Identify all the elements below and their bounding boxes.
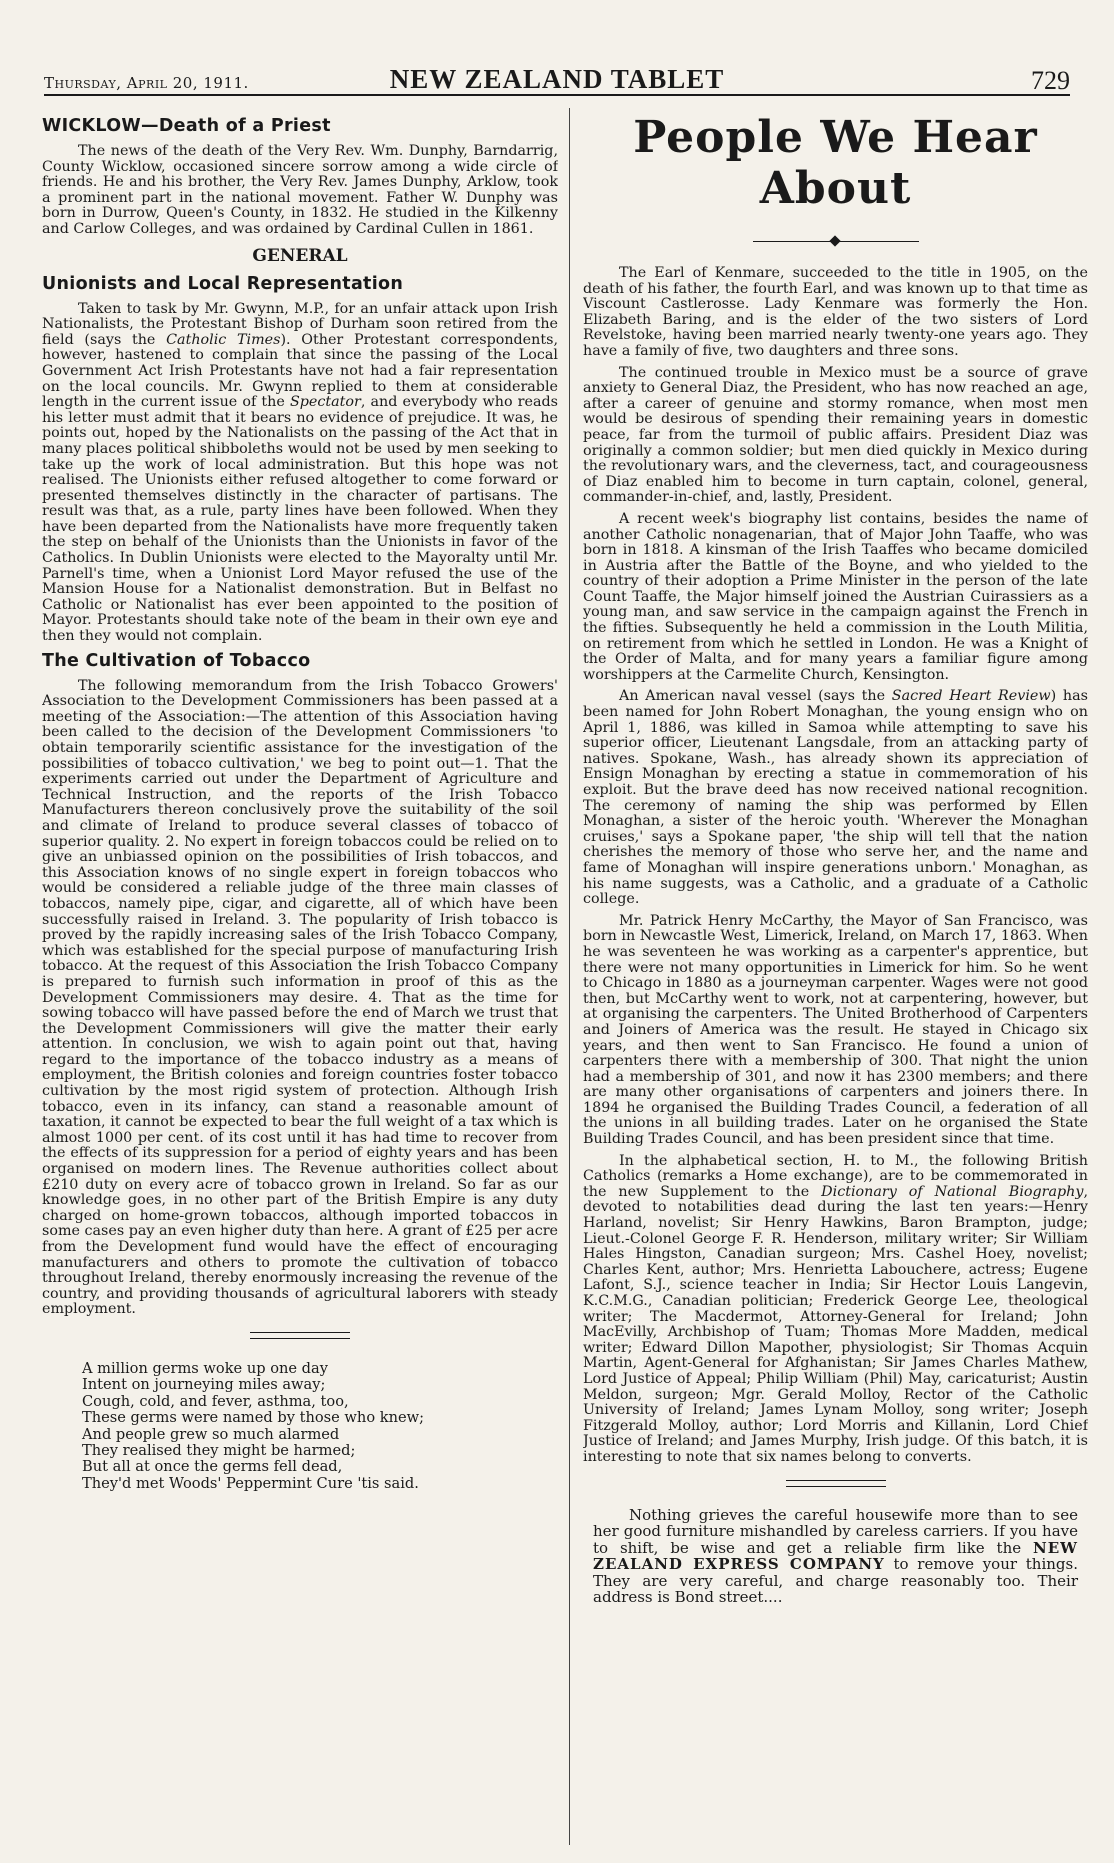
poem-line: They realised they might be harmed; bbox=[82, 1442, 356, 1459]
taaffe-paragraph: A recent week's biography list contains, besides the name of another Catholic nonagenarian, that of Major John Taaffe, who was born in 1818. A kinsman of the Irish Taaffes who became domiciled in Austria after the Battle of the Boyne, and who yielded to the country of their adoption a Prime Minister in the person of the late Count Taaffe, the Major himself joined the Austrian Cuirassiers as a young man, and saw service in the campaign against the French in the fifties. Subsequently he held a commission in the Louth Militia, on retirement from which he settled in London. He was a Knight of the Order of Malta, and for many years a familiar figure among worshippers at the Carmelite Church, Kensington. bbox=[583, 510, 1088, 683]
poem-line: They'd met Woods' Peppermint Cure 'tis said. bbox=[82, 1474, 419, 1492]
tobacco-paragraph: The following memorandum from the Irish Tobacco Growers' Association to the Development Commissioners has been passed at a meeting of the Association:—The attention of this Association having been called to the decision of the Development Commissioners 'to obtain temporarily scientific assistance for the investigation of the possibilities of tobacco cultivation,' we beg to point out—1. That the experiments carried out under the Department of Agriculture and Technical Instruction, and the reports of the Irish Tobacco Manufacturers thereon conclusively prove the suitability of the soil and climate of Ireland to produce several classes of tobacco of superior quality. 2. No expert in foreign tobaccos could be relied on to give an unbiassed opinion on the possibilities of Irish tobaccos, and this Association knows of no single expert in foreign tobaccos who would be considered a reliable judge of the three main classes of tobaccos, namely pipe, cigar, and cigarette, all of which have been successfully raised in Ireland. 3. The popularity of Irish tobacco is proved by the rapidly increasing sales of the Irish Tobacco Company, which was established for the special purpose of manufacturing Irish tobacco. At the request of this Association the Irish Tobacco Company is prepared to furnish such information in proof of this as the Development Commissioners may desire. 4. That as the time for sowing tobacco will have passed before the end of March we trust that the Development Commissioners will give the matter their early attention. In conclusion, we wish to again point out that, having regard to the importance of the tobacco industry as a means of employment, the British colonies and foreign countries foster tobacco cultivation by the most rigid system of protection. Although Irish tobacco, even in its infancy, can stand a reasonable amount of taxation, it cannot be expected to bear the full weight of a tax which is almost 1000 per cent. of its cost until it has had time to recover from the effects of its suppression for a period of eighty years and has been organised on modern lines. The Revenue authorities collect about £210 duty on every acre of tobacco grown in Ireland. So far as our knowledge goes, in no other part of the British Empire is any duty charged on home-grown tobaccos, although imported tobaccos in some cases pay an even higher duty than here. A grant of £25 per acre from the Development fund would have the effect of encouraging manufacturers and others to promote the cultivation of tobacco throughout Ireland, thereby enormously increasing the revenue of the country, and providing thousands of agricultural laborers with steady employment. bbox=[42, 677, 558, 1318]
poem-line: And people grew so much alarmed bbox=[82, 1425, 340, 1443]
company-name: NEW ZEALAND EXPRESS COMPANY bbox=[593, 1538, 1078, 1574]
unionists-heading: Unionists and Local Representation bbox=[42, 273, 404, 294]
section-rule bbox=[786, 1480, 886, 1487]
diamond-ornament-icon bbox=[829, 235, 840, 246]
poem-line: Cough, cold, and fever, asthma, too, bbox=[82, 1392, 349, 1410]
publication-name: Sacred Heart Review bbox=[891, 688, 1051, 705]
people-we-hear-about-title: People We Hear About bbox=[633, 112, 1038, 214]
general-heading: GENERAL bbox=[252, 245, 348, 266]
publication-name: Catholic Times bbox=[166, 331, 281, 348]
publication-name: Spectator bbox=[289, 394, 361, 411]
issue-date: Thursday, April 20, 1911. bbox=[44, 74, 249, 92]
dictionary-paragraph: In the alphabetical section, H. to M., the following British Catholics (remarks a Home exchange), are to be commemorated in the new Supplement to the Dictionary of National Biography, devoted to notabilities dead during the last ten years:—Henry Harland, novelist; Sir Henry Hawkins, Baron Brampton, judge; Lieut.-Colonel George F. R. Henderson, military writer; Sir William Hales Hingston, Canadian surgeon; Mrs. Cashel Hoey, novelist; Charles Kent, author; Mrs. Henrietta Labouchere, actress; Eugene Lafont, S.J., science teacher in India; Sir Hector Louis Langevin, K.C.M.G., Canadian politician; Frederick George Lee, theological writer; The Macdermot, Attorney-General for Ireland; John MacEvilly, Archbishop of Tuam; Thomas More Madden, medical writer; Edward Dillon Mapother, physiologist; Sir Thomas Acquin Martin, Agent-General for Afghanistan; Sir James Charles Mathew, Lord Justice of Appeal; Philip William (Phil) May, caricaturist; Austin Meldon, surgeon; Mgr. Gerald Molloy, Rector of the Catholic University of Ireland; James Lynam Molloy, song writer; Joseph Fitzgerald Molloy, author; Lord Morris and Killanin, Lord Chief Justice of Ireland; and James Murphy, Irish judge. Of this batch, it is interesting to note that six names belong to converts. bbox=[583, 1152, 1088, 1465]
express-company-advert: Nothing grieves the careful housewife more than to see her good furniture mishandled by careless carriers. If you have to shift, be wise and get a reliable firm like the NEW ZEALAND EXPRESS COMPANY to remove your things. They are very careful, and charge reasonably too. Their address is Bond street.... bbox=[593, 1505, 1078, 1607]
kenmare-paragraph: The Earl of Kenmare, succeeded to the title in 1905, on the death of his father, the fourth Earl, and was known up to that time as Viscount Castlerosse. Lady Kenmare was formerly the Hon. Elizabeth Baring, and is the elder of the two sisters of Lord Revelstoke, having been married nearly twenty-one years ago. They have a family of five, two daughters and three sons. bbox=[583, 265, 1088, 359]
column-divider bbox=[569, 108, 570, 1845]
newspaper-title: NEW ZEALAND TABLET bbox=[389, 64, 725, 94]
right-column bbox=[583, 112, 1088, 1853]
poem-line: A million germs woke up one day bbox=[82, 1359, 328, 1377]
mccarthy-paragraph: Mr. Patrick Henry McCarthy, the Mayor of San Francisco, was born in Newcastle West, Limerick, Ireland, on March 17, 1863. When he was seventeen he was working as a carpenter's apprentice, but there were not many opportunities in Limerick for him. So he went to Chicago in 1880 as a journeyman carpenter. Wages were not good then, but McCarthy went to work, not at carpentering, however, but at organising the carpenters. The United Brotherhood of Carpenters and Joiners of America was the result. He stayed in Chicago six years, and then went to San Francisco. He found a union of carpenters there with a membership of 300. That night the union had a membership of 301, and now it has 2300 members; and there are many other organisations of carpenters and joiners there. In 1894 he organised the Building Trades Council, a federation of all the unions in all building trades. Later on he organised the State Building Trades Council, and has been president since that time. bbox=[583, 912, 1088, 1148]
left-column bbox=[42, 112, 558, 1853]
wicklow-paragraph: The news of the death of the Very Rev. Wm. Dunphy, Barndarrig, County Wicklow, occasioned sincere sorrow among a wide circle of friends. He and his brother, the Very Rev. James Dunphy, Arklow, took a prominent part in the national movement. Father W. Dunphy was born in Durrow, Queen's County, in 1832. He studied in the Kilkenny and Carlow Colleges, and was ordained by Cardinal Cullen in 1861. bbox=[42, 143, 558, 237]
masthead bbox=[44, 60, 1070, 96]
title-ornament bbox=[583, 232, 1088, 252]
page-number: 729 bbox=[1031, 66, 1070, 95]
publication-name: Dictionary of National Biography bbox=[821, 1183, 1084, 1200]
poem-line: But all at once the germs fell dead, bbox=[82, 1458, 343, 1476]
section-rule bbox=[250, 1332, 350, 1339]
poem-line: Intent on journeying miles away; bbox=[82, 1376, 326, 1394]
mexico-paragraph: The continued trouble in Mexico must be a source of grave anxiety to General Diaz, the President, who has now reached an age, after a career of genuine and stormy romance, when most men would be desirous of spending their remaining years in domestic peace, far from the turmoil of public affairs. President Diaz was originally a common soldier; but men died quickly in Mexico during the revolutionary wars, and the cleverness, tact, and courageousness of Diaz enabled him to become in turn captain, colonel, general, commander-in-chief, and, lastly, President. bbox=[583, 364, 1088, 506]
unionists-paragraph: Taken to task by Mr. Gwynn, M.P., for an unfair attack upon Irish Nationalists, the Protestant Bishop of Durham soon retired from the field (says the Catholic Times). Other Protestant correspondents, however, hastened to complain that since the passing of the Local Government Act Irish Protestants have not had a fair representation on the local councils. Mr. Gwynn replied to them at considerable length in the current issue of the Spectator, and everybody who reads his letter must admit that it bears no evidence of prejudice. It was, he points out, hoped by the Nationalists on the passing of the Act that in many places political shibboleths would not be used by men seeking to take up the work of local administration. But this hope was not realised. The Unionists either refused altogether to come forward or presented themselves distinctly in the character of partisans. The result was that, as a rule, party lines have been followed. When they have been departed from the Nationalists have more frequently taken the step on behalf of the Unionists than the Unionists in favor of the Catholics. In Dublin Unionists were elected to the Mayoralty until Mr. Parnell's time, when a Unionist Lord Mayor refused the use of the Mansion House for a Nationalist demonstration. But in Belfast no Catholic or Nationalist has ever been appointed to the position of Mayor. Protestants should take note of the beam in their own eye and then they would not complain. bbox=[42, 300, 558, 645]
tobacco-heading: The Cultivation of Tobacco bbox=[42, 650, 311, 671]
wicklow-heading: WICKLOW—Death of a Priest bbox=[42, 116, 331, 136]
poem-line: These germs were named by those who knew; bbox=[82, 1409, 425, 1427]
monaghan-paragraph: An American naval vessel (says the Sacred Heart Review) has been named for John Robert Monaghan, the young ensign who on April 1, 1886, was killed in Samoa while attempting to save his superior officer, Lieutenant Langsdale, from an attacking party of natives. Spokane, Wash., has already shown its appreciation of Ensign Monaghan by erecting a statue in commemoration of his exploit. But the brave deed has now received national recognition. The ceremony of naming the ship was performed by Ellen Monaghan, a sister of the heroic youth. 'Wherever the Monaghan cruises,' says a Spokane paper, 'the ship will tell that the nation cherishes the memory of those who serve her, and the name and fame of Monaghan will inspire generations unborn.' Monaghan, as his name suggests, was a Catholic, and a graduate of a Catholic college. bbox=[583, 688, 1088, 908]
peppermint-cure-poem bbox=[82, 1361, 558, 1492]
